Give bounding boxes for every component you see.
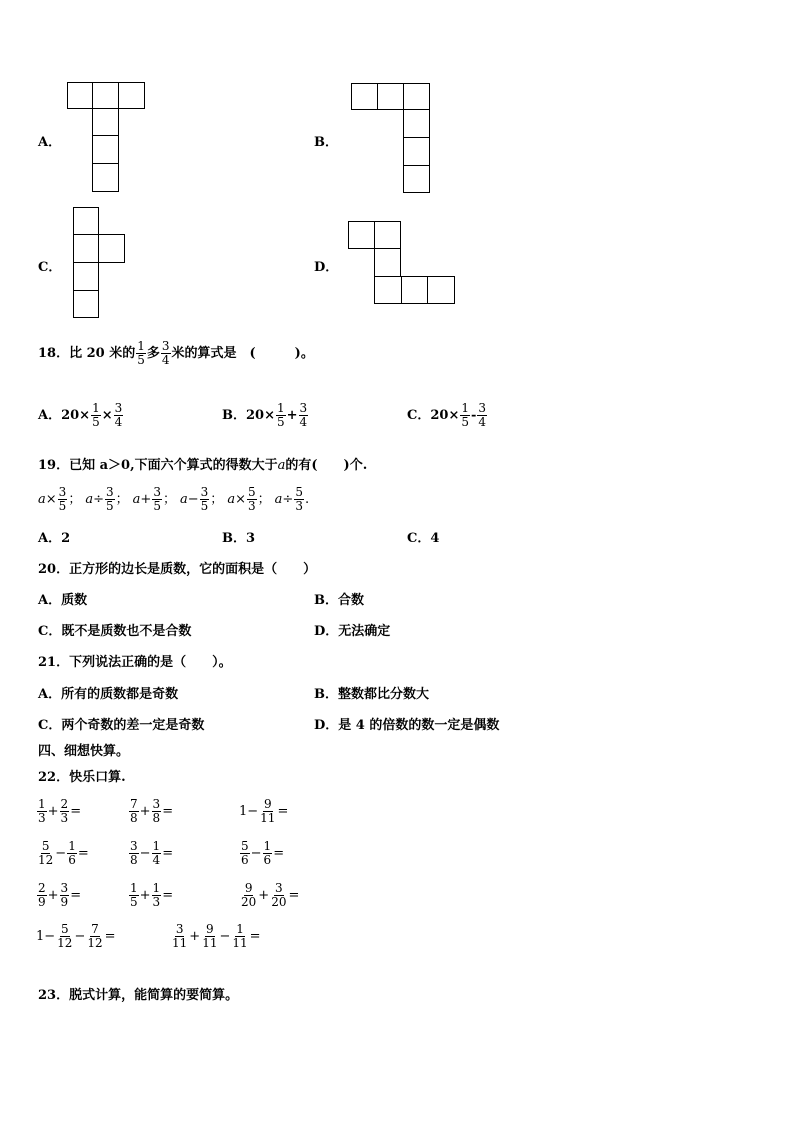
equals-sign: = bbox=[70, 887, 82, 903]
operator: − bbox=[55, 845, 67, 861]
equals-sign: = bbox=[162, 887, 174, 903]
equals-sign: = bbox=[77, 845, 89, 861]
numerator: 7 bbox=[130, 797, 138, 811]
denominator: 6 bbox=[241, 853, 249, 867]
numerator: 1 bbox=[263, 839, 272, 853]
question-18-option-b: B．20× $\frac{1}{5}$ + $\frac{3}{4}$ bbox=[222, 401, 308, 429]
denominator: 3 bbox=[60, 811, 69, 825]
equals-sign: = bbox=[104, 928, 116, 944]
numerator: 7 bbox=[91, 922, 99, 936]
mental-math-item bbox=[36, 840, 89, 867]
fraction bbox=[171, 923, 188, 950]
denominator: 11 bbox=[172, 936, 188, 950]
denominator: 9 bbox=[60, 895, 69, 909]
fraction bbox=[58, 486, 68, 513]
operator: − bbox=[187, 491, 199, 507]
question-18-option-a: A．20× $\frac{1}{5}$ × $\frac{3}{4}$ bbox=[38, 401, 123, 429]
separator: ； bbox=[68, 491, 82, 507]
equals-sign: = bbox=[273, 845, 285, 861]
mental-math-item bbox=[36, 923, 116, 950]
denominator: 3 bbox=[152, 895, 161, 909]
mental-math-item bbox=[128, 882, 173, 909]
denominator: 3 bbox=[295, 499, 303, 513]
numerator: 9 bbox=[263, 797, 272, 811]
separator: ； bbox=[210, 491, 224, 507]
expression bbox=[227, 486, 270, 513]
numerator: 5 bbox=[247, 485, 256, 499]
question-20-option-a: A．质数 bbox=[38, 593, 88, 608]
expression bbox=[133, 486, 176, 513]
option-d-label: D． bbox=[314, 260, 339, 275]
operator: − bbox=[250, 845, 262, 861]
fraction bbox=[60, 798, 70, 825]
numerator: 2 bbox=[38, 881, 46, 895]
question-18-option-c: C．20× $\frac{1}{5}$ - $\frac{3}{4}$ bbox=[407, 401, 487, 429]
numerator: 1 bbox=[130, 881, 138, 895]
operator: + bbox=[258, 887, 270, 903]
equals-sign: = bbox=[162, 845, 174, 861]
fraction bbox=[129, 840, 139, 867]
mental-math-item bbox=[128, 798, 173, 825]
operator: + bbox=[47, 803, 59, 819]
mental-math-item bbox=[128, 840, 173, 867]
denominator: 20 bbox=[241, 895, 257, 909]
denominator: 5 bbox=[130, 895, 138, 909]
question-19-stem: 19．已知 a＞0,下面六个算式的得数大于a的有( )个. bbox=[38, 458, 368, 473]
denominator: 11 bbox=[232, 936, 248, 950]
fraction bbox=[240, 840, 250, 867]
numerator: 1 bbox=[152, 839, 161, 853]
question-18-stem: 18．比 20 米的 $\frac{1}{5}$ 多 $\frac{3}{4}$ 米的算式是 ( )。 bbox=[38, 339, 314, 367]
separator: . bbox=[304, 491, 310, 507]
numerator: 9 bbox=[206, 922, 214, 936]
variable: a bbox=[132, 491, 141, 507]
variable: a bbox=[38, 491, 46, 507]
section-4-title: 四、细想快算。 bbox=[38, 744, 130, 759]
fraction bbox=[37, 840, 54, 867]
variable: a bbox=[179, 491, 188, 507]
denominator: 8 bbox=[152, 811, 161, 825]
fraction bbox=[294, 486, 304, 513]
fraction bbox=[259, 798, 276, 825]
expression bbox=[275, 486, 309, 513]
denominator: 20 bbox=[271, 895, 287, 909]
numerator: 1 bbox=[152, 881, 161, 895]
operator: − bbox=[139, 845, 151, 861]
numerator: 3 bbox=[106, 485, 114, 499]
denominator: 8 bbox=[130, 853, 138, 867]
operator: + bbox=[189, 928, 201, 944]
variable: a bbox=[85, 491, 94, 507]
fraction bbox=[231, 923, 248, 950]
mental-math-item bbox=[239, 882, 299, 909]
equals-sign: = bbox=[70, 803, 82, 819]
denominator: 6 bbox=[68, 853, 76, 867]
question-19-option-c: C．4 bbox=[407, 531, 440, 546]
operator: × bbox=[45, 491, 57, 507]
fraction bbox=[86, 923, 103, 950]
denominator: 11 bbox=[260, 811, 276, 825]
denominator: 11 bbox=[202, 936, 218, 950]
question-20-option-c: C．既不是质数也不是合数 bbox=[38, 624, 192, 639]
denominator: 5 bbox=[200, 499, 209, 513]
leading-term: 1− bbox=[36, 928, 56, 944]
option-b-label: B． bbox=[314, 135, 338, 150]
operator: × bbox=[235, 491, 246, 507]
fraction bbox=[67, 840, 77, 867]
fraction bbox=[60, 882, 70, 909]
expression bbox=[180, 486, 223, 513]
mental-math-item bbox=[36, 798, 81, 825]
numerator: 3 bbox=[175, 922, 184, 936]
question-20-option-b: B．合数 bbox=[314, 593, 364, 608]
fraction bbox=[152, 486, 162, 513]
numerator: 2 bbox=[60, 797, 69, 811]
question-22-stem: 22．快乐口算. bbox=[38, 770, 126, 785]
question-19-expressions bbox=[38, 486, 313, 513]
expression bbox=[38, 486, 81, 513]
numerator: 1 bbox=[68, 839, 76, 853]
fraction bbox=[37, 882, 47, 909]
option-c-label: C． bbox=[38, 260, 62, 275]
denominator: 5 bbox=[58, 499, 67, 513]
equals-sign: = bbox=[249, 928, 261, 944]
fraction bbox=[201, 923, 218, 950]
option-a-label: A． bbox=[38, 135, 62, 150]
question-20-stem: 20．正方形的边长是质数，它的面积是（ ） bbox=[38, 562, 317, 577]
fraction bbox=[37, 798, 47, 825]
numerator: 1 bbox=[38, 797, 46, 811]
numerator: 3 bbox=[152, 797, 161, 811]
fraction bbox=[240, 882, 257, 909]
question-21-option-a: A．所有的质数都是奇数 bbox=[38, 687, 179, 702]
numerator: 9 bbox=[244, 881, 253, 895]
mental-math-item bbox=[36, 882, 81, 909]
fraction bbox=[129, 798, 139, 825]
denominator: 9 bbox=[38, 895, 46, 909]
operator: ÷ bbox=[282, 491, 294, 507]
fraction bbox=[152, 798, 162, 825]
question-21-option-b: B．整数都比分数大 bbox=[314, 687, 429, 702]
question-23-stem: 23．脱式计算，能简算的要简算。 bbox=[38, 988, 239, 1003]
numerator: 5 bbox=[41, 839, 50, 853]
operator: + bbox=[139, 803, 151, 819]
numerator: 5 bbox=[60, 922, 69, 936]
denominator: 12 bbox=[38, 853, 54, 867]
operator: + bbox=[140, 491, 152, 507]
operator: + bbox=[47, 887, 59, 903]
separator: ； bbox=[257, 491, 271, 507]
question-21-stem: 21．下列说法正确的是（ ）。 bbox=[38, 655, 232, 670]
numerator: 3 bbox=[153, 485, 161, 499]
question-21-option-d: D．是 4 的倍数的数一定是偶数 bbox=[314, 718, 500, 733]
equals-sign: = bbox=[162, 803, 174, 819]
operator: − bbox=[219, 928, 231, 944]
denominator: 12 bbox=[87, 936, 103, 950]
denominator: 4 bbox=[152, 853, 161, 867]
numerator: 3 bbox=[58, 485, 67, 499]
question-20-option-d: D．无法确定 bbox=[314, 624, 391, 639]
denominator: 3 bbox=[247, 499, 256, 513]
operator: ÷ bbox=[93, 491, 104, 507]
separator: ； bbox=[162, 491, 176, 507]
numerator: 3 bbox=[200, 485, 209, 499]
denominator: 6 bbox=[263, 853, 272, 867]
question-19-option-a: A．2 bbox=[38, 531, 71, 546]
fraction bbox=[152, 882, 162, 909]
variable: a bbox=[274, 491, 283, 507]
mental-math-item bbox=[239, 798, 288, 825]
fraction bbox=[129, 882, 139, 909]
equals-sign: = bbox=[288, 887, 300, 903]
equals-sign: = bbox=[277, 803, 289, 819]
expression bbox=[85, 486, 128, 513]
denominator: 3 bbox=[38, 811, 46, 825]
numerator: 5 bbox=[241, 839, 249, 853]
numerator: 3 bbox=[275, 881, 283, 895]
separator: ； bbox=[115, 491, 129, 507]
fraction bbox=[200, 486, 210, 513]
fraction bbox=[270, 882, 287, 909]
numerator: 1 bbox=[236, 922, 244, 936]
fraction bbox=[152, 840, 162, 867]
numerator: 3 bbox=[130, 839, 138, 853]
operator: + bbox=[139, 887, 151, 903]
fraction bbox=[247, 486, 257, 513]
numerator: 5 bbox=[295, 485, 303, 499]
question-21-option-c: C．两个奇数的差一定是奇数 bbox=[38, 718, 205, 733]
leading-term: 1− bbox=[239, 803, 259, 819]
numerator: 3 bbox=[60, 881, 69, 895]
fraction bbox=[263, 840, 273, 867]
denominator: 12 bbox=[57, 936, 73, 950]
mental-math-item bbox=[239, 840, 284, 867]
mental-math-item bbox=[170, 923, 261, 950]
variable: a bbox=[227, 491, 236, 507]
denominator: 5 bbox=[106, 499, 114, 513]
operator: − bbox=[74, 928, 86, 944]
question-19-option-b: B．3 bbox=[222, 531, 256, 546]
fraction bbox=[56, 923, 73, 950]
denominator: 5 bbox=[153, 499, 161, 513]
fraction bbox=[105, 486, 115, 513]
denominator: 8 bbox=[130, 811, 138, 825]
